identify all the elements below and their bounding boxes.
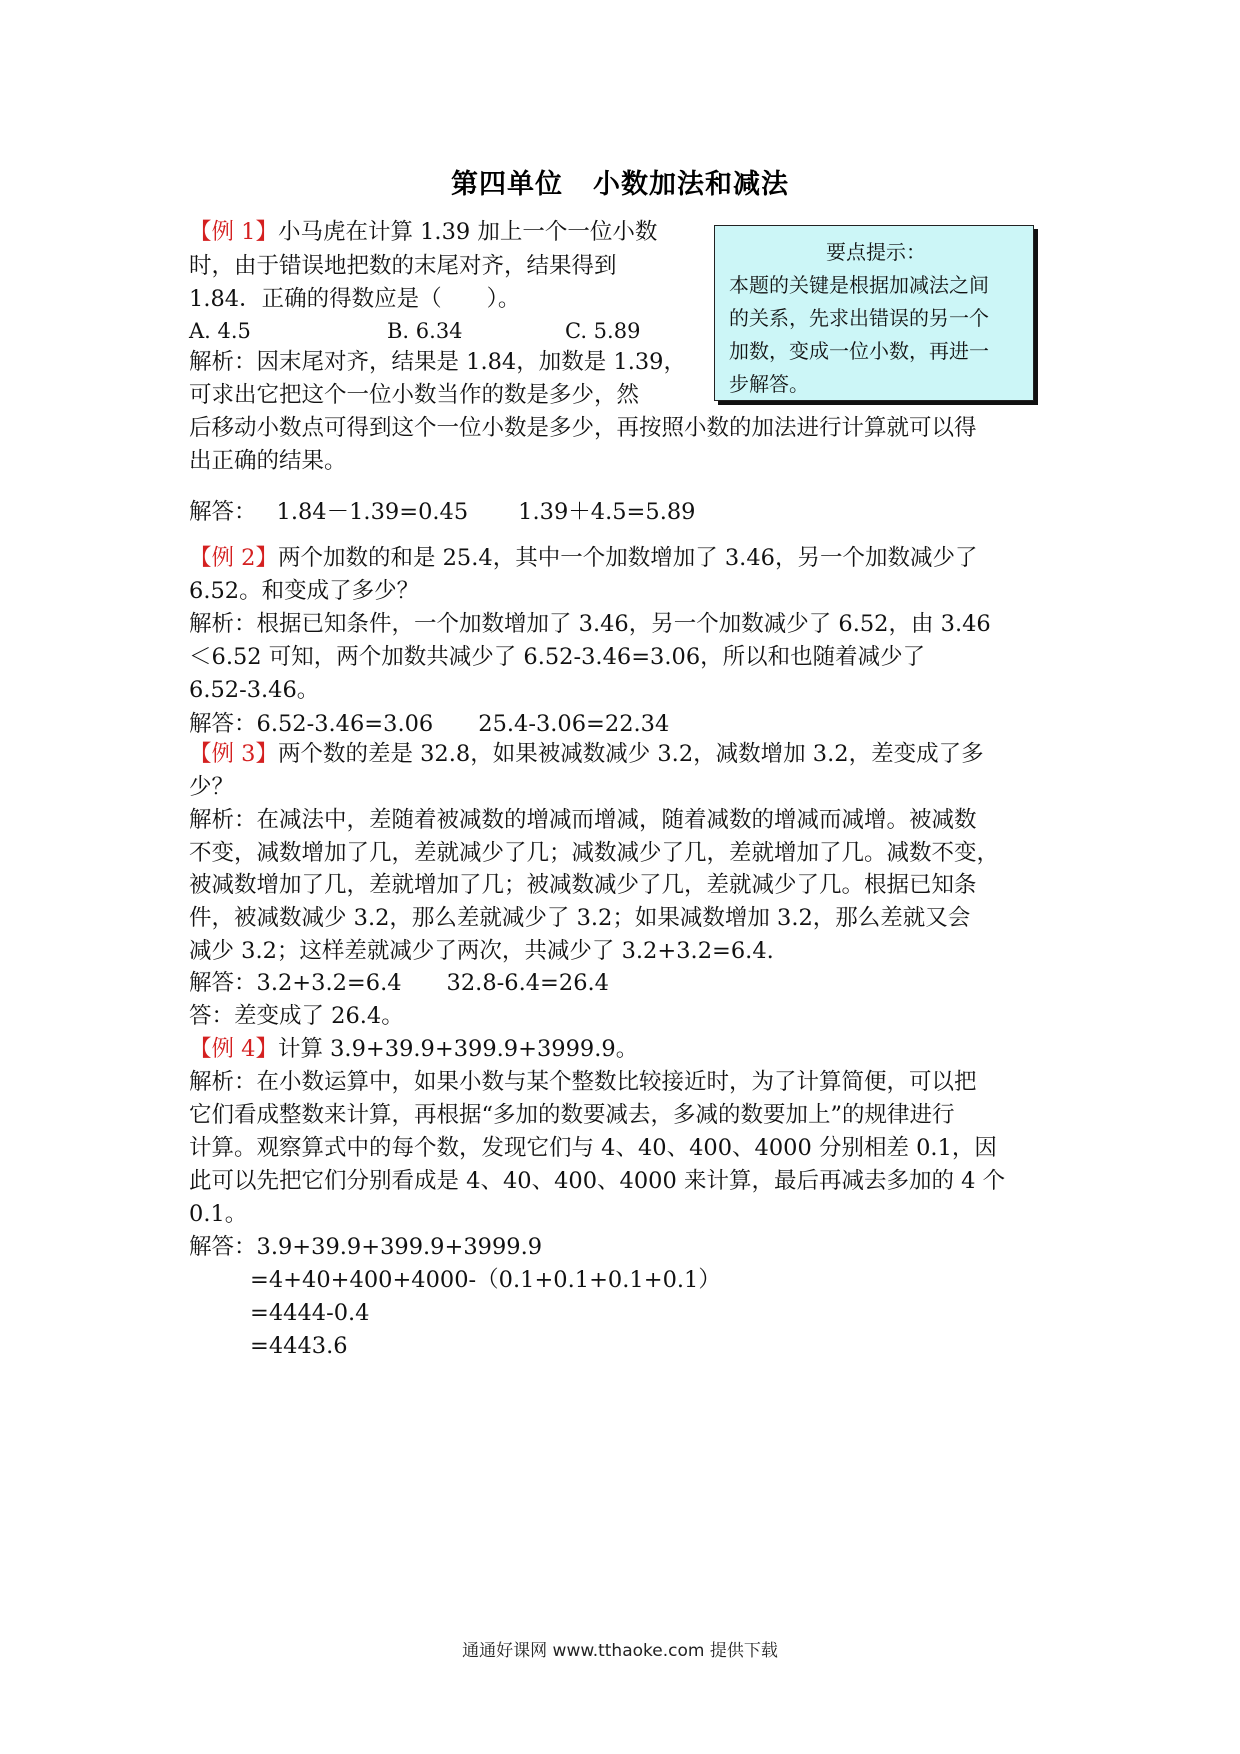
example4-answer-4: =4443.6: [250, 1333, 348, 1359]
example4-tag: 【例 4】: [189, 1036, 278, 1062]
example4-answer-1: 解答：3.9+39.9+399.9+3999.9: [189, 1234, 543, 1260]
tip-title: 要点提示：: [826, 240, 926, 264]
example1-line-1: 【例 1】小马虎在计算 1.39 加上一个一位小数: [189, 219, 658, 245]
example2-answer: 解答：6.52-3.46=3.06 25.4-3.06=22.34: [189, 711, 670, 737]
example1-analysis-2: 可求出它把这个一位小数当作的数是多少，然: [189, 382, 640, 408]
example1-analysis-3: 后移动小数点可得到这个一位小数是多少，再按照小数的加法进行计算就可以得: [189, 415, 977, 441]
tip-line: 步解答。: [729, 372, 809, 396]
example2-analysis-3: 6.52-3.46。: [189, 677, 320, 703]
example4-analysis-2: 它们看成整数来计算，再根据“多加的数要减去，多减的数要加上”的规律进行: [189, 1102, 955, 1128]
example4-analysis-4: 此可以先把它们分别看成是 4、40、400、4000 来计算，最后再减去多加的 4 个: [189, 1168, 1006, 1194]
example3-analysis-4: 件，被减数减少 3.2，那么差就减少了 3.2；如果减数增加 3.2，那么差就又会: [189, 905, 971, 931]
example2-analysis-1: 解析：根据已知条件，一个加数增加了 3.46，另一个加数减少了 6.52，由 3.46: [189, 611, 991, 637]
example3-final: 答：差变成了 26.4。: [189, 1003, 404, 1029]
example1-analysis-1: 解析：因末尾对齐，结果是 1.84，加数是 1.39，: [189, 349, 687, 375]
tip-line: 的关系，先求出错误的另一个: [729, 306, 989, 330]
example3-analysis-3: 被减数增加了几，差就增加了几；被减数减少了几，差就减少了几。根据已知条: [189, 872, 977, 898]
example4-answer-2: =4+40+400+4000-（0.1+0.1+0.1+0.1）: [250, 1267, 721, 1293]
example4-analysis-5: 0.1。: [189, 1201, 248, 1227]
tip-box: [714, 225, 1034, 401]
example3-analysis-5: 减少 3.2；这样差就减少了两次，共减少了 3.2+3.2=6.4.: [189, 938, 774, 964]
example1-answer: 解答： 1.84－1.39=0.45 1.39＋4.5=5.89: [189, 499, 696, 525]
option-c: C. 5.89: [565, 319, 641, 343]
example4-analysis-3: 计算。观察算式中的每个数，发现它们与 4、40、400、4000 分别相差 0.1，因: [189, 1135, 997, 1161]
example4-answer-3: =4444-0.4: [250, 1300, 370, 1326]
option-b: B. 6.34: [387, 319, 463, 343]
footer-credit: 通通好课网 www.tthaoke.com 提供下载: [462, 1641, 778, 1661]
example2-analysis-2: ＜6.52 可知，两个加数共减少了 6.52-3.46=3.06，所以和也随着减少了: [189, 644, 926, 670]
example3-line-2: 少？: [189, 774, 235, 800]
example3-answer: 解答：3.2+3.2=6.4 32.8-6.4=26.4: [189, 970, 609, 996]
option-a: A. 4.5: [189, 319, 251, 343]
example4-analysis-1: 解析：在小数运算中，如果小数与某个整数比较接近时，为了计算简便，可以把: [189, 1069, 977, 1095]
tip-line: 加数，变成一位小数，再进一: [729, 339, 989, 363]
example1-analysis-4: 出正确的结果。: [189, 448, 347, 474]
example3-analysis-2: 不变，减数增加了几，差就减少了几；减数减少了几，差就增加了几。减数不变，: [189, 840, 1000, 866]
title-topic: 小数加法和减法: [593, 169, 789, 200]
title-unit: 第四单位: [451, 169, 563, 200]
example2-line-2: 6.52。和变成了多少？: [189, 578, 420, 604]
example1-line-2: 时，由于错误地把数的末尾对齐，结果得到: [189, 253, 617, 279]
example3-tag: 【例 3】: [189, 741, 278, 767]
example2-tag: 【例 2】: [189, 545, 278, 571]
example1-tag: 【例 1】: [189, 219, 278, 245]
page-title: [0, 162, 1240, 201]
example3-analysis-1: 解析：在减法中，差随着被减数的增减而增减，随着减数的增减而减增。被减数: [189, 807, 977, 833]
example3-line-1: 【例 3】两个数的差是 32.8，如果被减数减少 3.2，减数增加 3.2，差变成了多: [189, 741, 984, 767]
tip-line: 本题的关键是根据加减法之间: [729, 273, 989, 297]
example2-line-1: 【例 2】两个加数的和是 25.4，其中一个加数增加了 3.46，另一个加数减少了: [189, 545, 978, 571]
example1-line-3: 1.84．正确的得数应是（ ）。: [189, 286, 521, 312]
example4-line-1: 【例 4】计算 3.9+39.9+399.9+3999.9。: [189, 1036, 639, 1062]
